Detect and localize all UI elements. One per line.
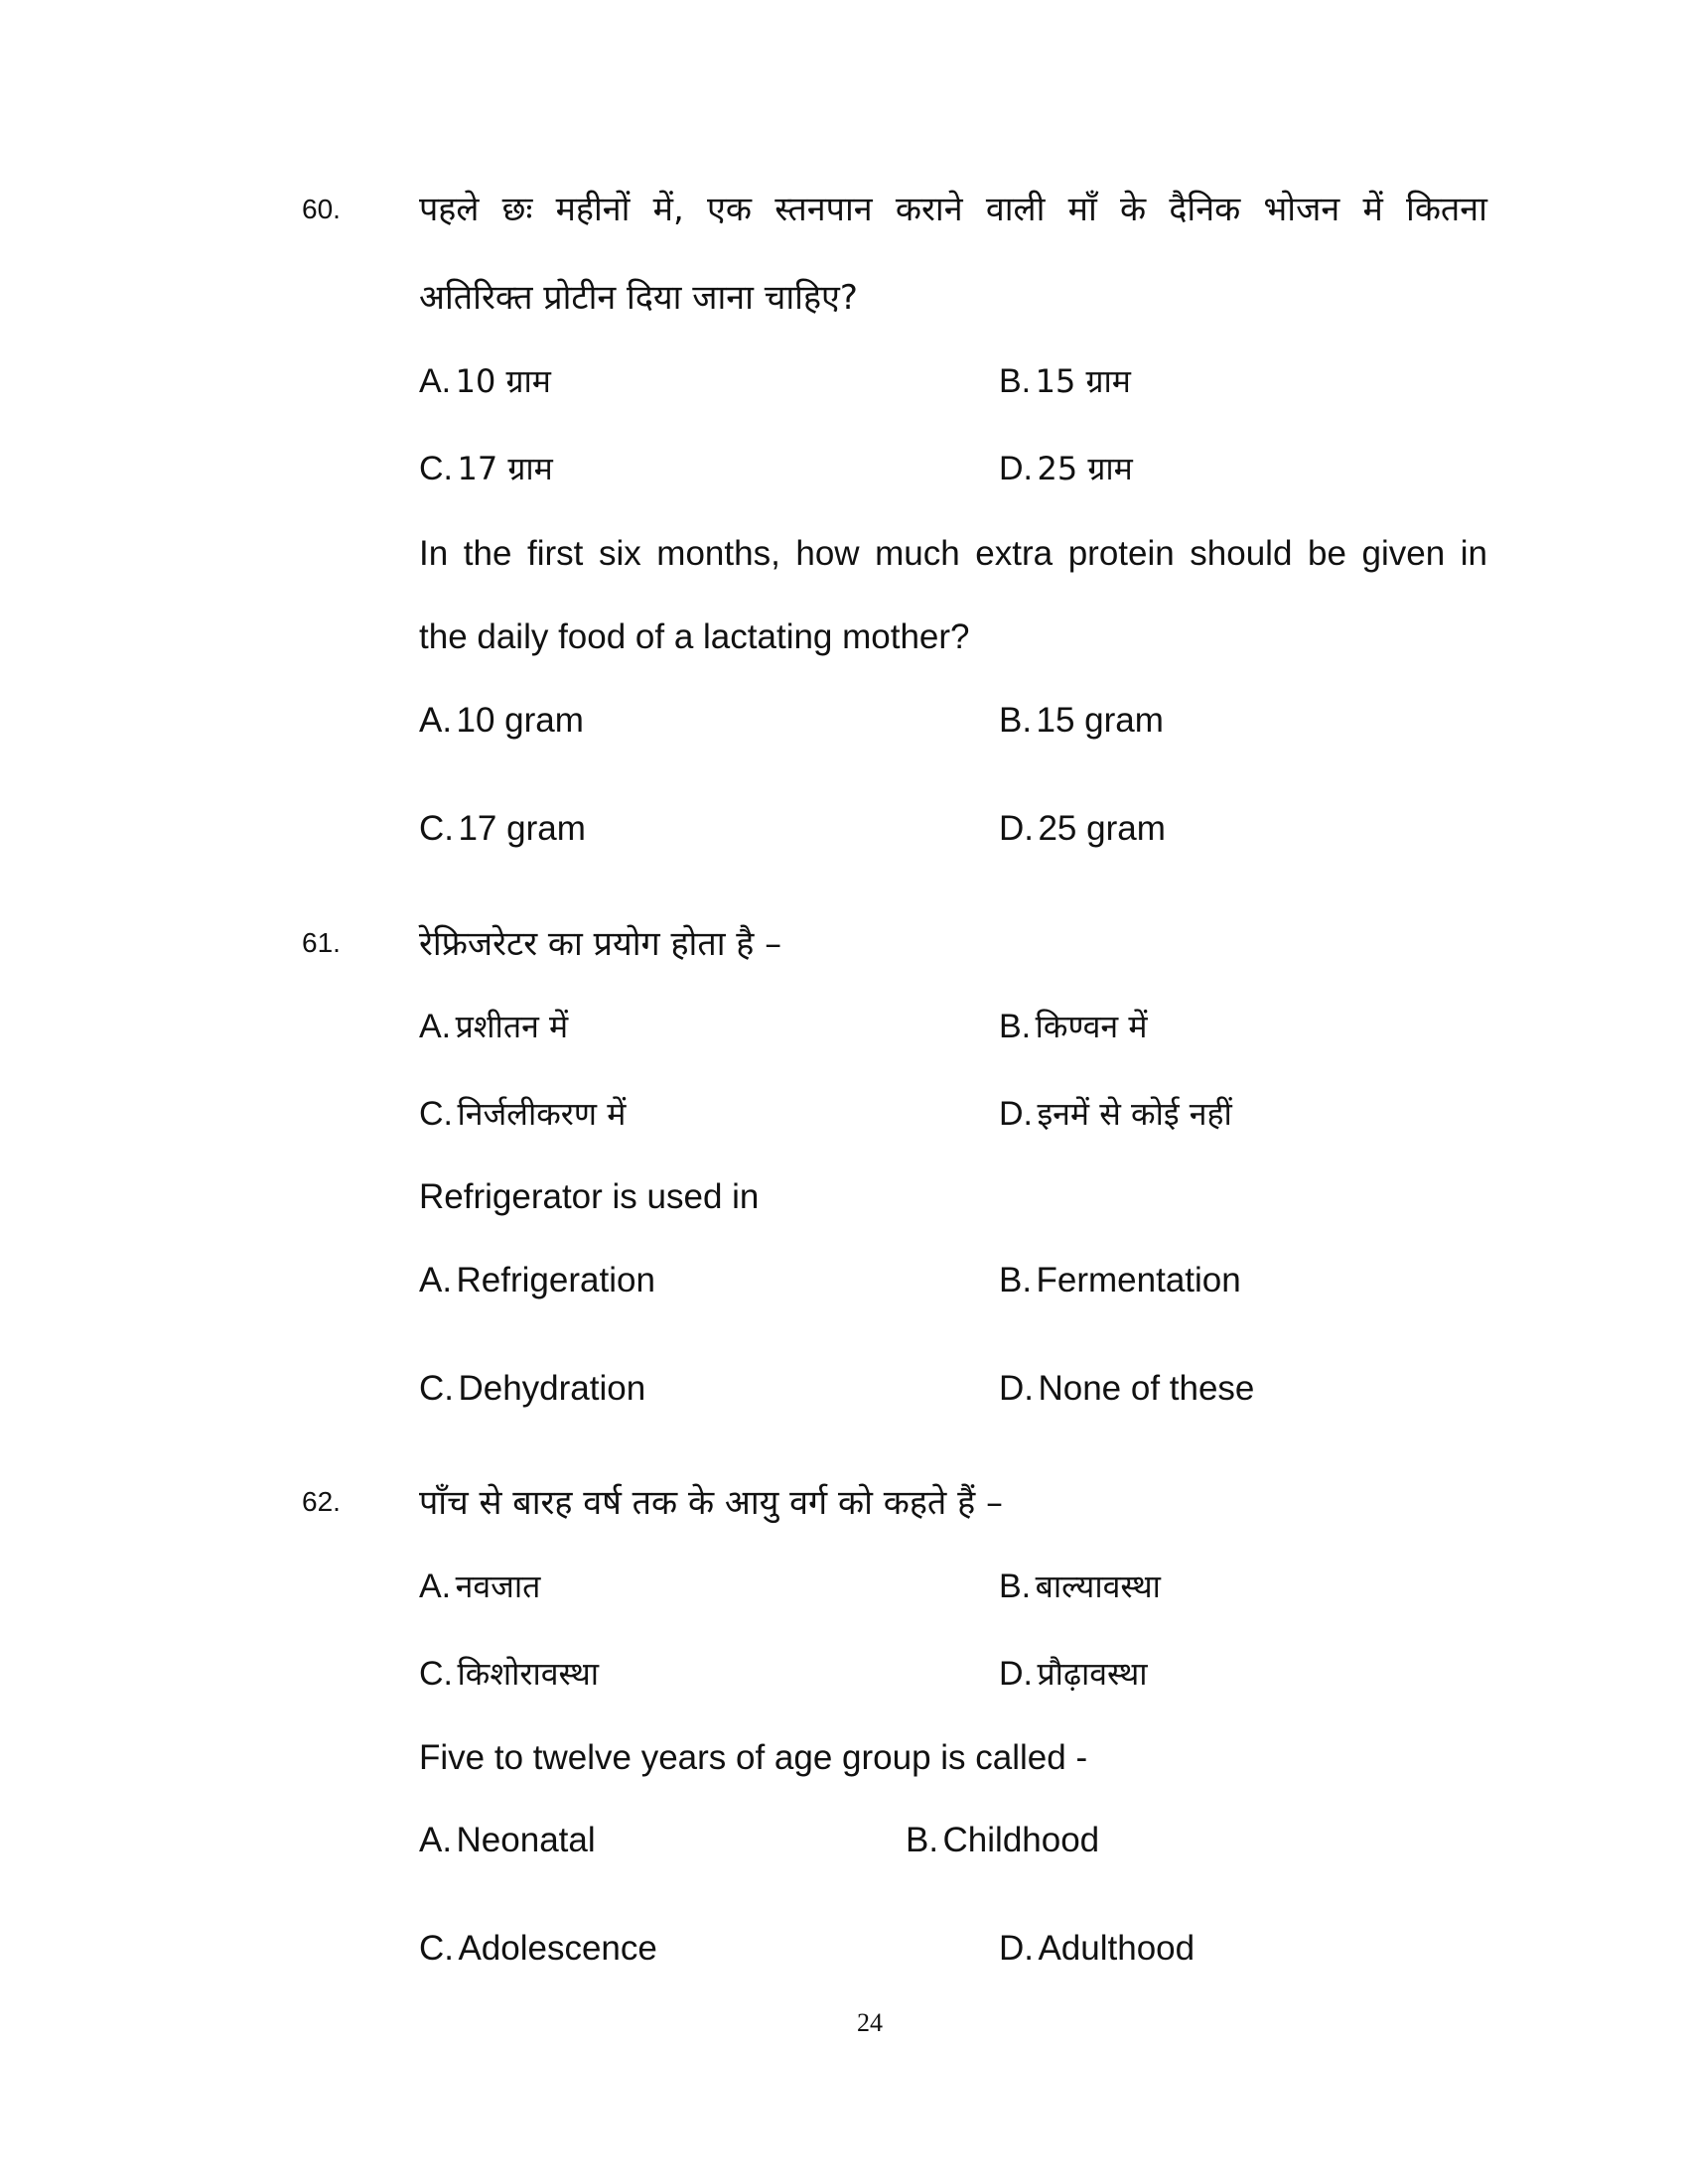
question-number: 61.: [302, 927, 341, 958]
option-label: C.: [419, 450, 453, 487]
option-label: D.: [999, 1369, 1034, 1408]
option-c-english: [419, 1369, 645, 1409]
option-text: Neonatal: [456, 1821, 596, 1859]
option-b-hindi: [999, 1565, 1161, 1607]
option-label: A.: [419, 362, 452, 400]
option-text: Dehydration: [458, 1369, 646, 1408]
option-text: निर्जलीकरण में: [457, 1095, 627, 1133]
option-label: D.: [999, 1655, 1033, 1693]
option-b-hindi: [999, 359, 1131, 402]
option-label: B.: [999, 1008, 1032, 1045]
option-d-hindi: [999, 447, 1133, 489]
option-label: B.: [906, 1821, 939, 1859]
option-c-english: [419, 1929, 657, 1969]
option-label: C.: [419, 1369, 454, 1408]
option-text: प्रशीतन में: [455, 1008, 569, 1045]
option-label: B.: [999, 701, 1033, 740]
question-text-english: Refrigerator is used in: [419, 1177, 760, 1216]
option-label: D.: [999, 809, 1034, 848]
option-a-english: [419, 701, 584, 741]
option-text: 17 ग्राम: [457, 450, 553, 487]
option-text: Adolescence: [458, 1929, 657, 1968]
option-b-english: [906, 1821, 1099, 1860]
option-text: बाल्यावस्था: [1035, 1568, 1161, 1605]
option-label: A.: [419, 1568, 452, 1605]
question-text-hindi: पहले छः महीनों में, एक स्तनपान कराने वाली माँ के दैनिक भोजन में कितना: [419, 190, 1487, 229]
option-label: C.: [419, 1095, 453, 1133]
option-label: B.: [999, 1568, 1032, 1605]
option-a-hindi: [419, 359, 551, 402]
option-label: D.: [999, 450, 1033, 487]
option-text: इनमें से कोई नहीं: [1037, 1095, 1232, 1133]
option-text: None of these: [1038, 1369, 1255, 1408]
option-c-hindi: [419, 1652, 599, 1695]
option-label: C.: [419, 1929, 454, 1968]
option-label: C.: [419, 809, 454, 848]
option-text: Adulthood: [1038, 1929, 1196, 1968]
option-a-english: [419, 1261, 655, 1300]
option-text: 25 ग्राम: [1037, 450, 1133, 487]
option-a-hindi: [419, 1005, 568, 1047]
question-text-hindi: पाँच से बारह वर्ष तक के आयु वर्ग को कहते हैं –: [419, 1483, 1003, 1523]
option-d-hindi: [999, 1092, 1232, 1135]
option-text: Refrigeration: [456, 1261, 655, 1299]
option-d-english: [999, 1369, 1254, 1409]
option-label: B.: [999, 1261, 1033, 1299]
option-d-hindi: [999, 1652, 1148, 1695]
option-text: 10 ग्राम: [455, 362, 551, 400]
question-text-english-continued: the daily food of a lactating mother?: [419, 617, 970, 656]
option-text: प्रौढ़ावस्था: [1037, 1655, 1148, 1693]
option-label: A.: [419, 701, 453, 740]
option-label: A.: [419, 1008, 452, 1045]
question-text-hindi-continued: अतिरिक्त प्रोटीन दिया जाना चाहिए?: [419, 278, 858, 318]
option-label: A.: [419, 1261, 453, 1299]
option-b-hindi: [999, 1005, 1148, 1047]
question-text-english: In the first six months, how much extra protein should be given in: [419, 534, 1487, 573]
option-text: 17 gram: [458, 809, 586, 848]
question-text-hindi: रेफ्रिजरेटर का प्रयोग होता है –: [419, 924, 782, 964]
question-number: 62.: [302, 1486, 341, 1517]
page-number: 24: [857, 2008, 883, 2037]
option-label: A.: [419, 1821, 453, 1859]
option-text: 15 ग्राम: [1035, 362, 1131, 400]
option-text: Childhood: [942, 1821, 1100, 1859]
option-a-english: [419, 1821, 596, 1860]
option-c-english: [419, 809, 586, 849]
option-d-english: [999, 809, 1166, 849]
option-b-english: [999, 1261, 1241, 1300]
option-label: B.: [999, 362, 1032, 400]
option-text: किशोरावस्था: [457, 1655, 600, 1693]
option-b-english: [999, 701, 1164, 741]
option-text: नवजात: [455, 1568, 541, 1605]
option-text: 10 gram: [456, 701, 584, 740]
option-d-english: [999, 1929, 1195, 1969]
option-text: 25 gram: [1038, 809, 1166, 848]
option-text: Fermentation: [1036, 1261, 1241, 1299]
option-label: D.: [999, 1095, 1033, 1133]
option-label: C.: [419, 1655, 453, 1693]
option-c-hindi: [419, 1092, 626, 1135]
option-c-hindi: [419, 447, 553, 489]
option-text: किण्वन में: [1035, 1008, 1148, 1045]
question-number: 60.: [302, 194, 341, 224]
option-text: 15 gram: [1036, 701, 1164, 740]
option-a-hindi: [419, 1565, 540, 1607]
question-text-english: Five to twelve years of age group is called -: [419, 1738, 1088, 1777]
option-label: D.: [999, 1929, 1034, 1968]
